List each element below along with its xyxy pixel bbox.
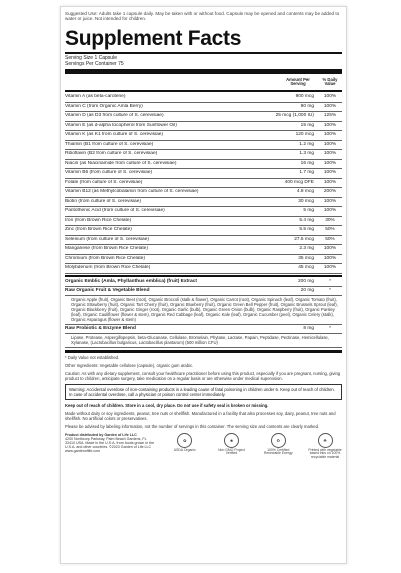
nutrient-amount: 27.5 mcg: [294, 236, 314, 242]
logo-printed: [308, 433, 342, 460]
distributor-block: [65, 433, 155, 454]
nutrient-dv: 30%: [325, 217, 335, 223]
nutrient-dv: 100%: [323, 160, 337, 166]
logo-organic-label: USDA Organic: [173, 447, 196, 452]
nutrient-name: Chromium (from Brown Rice Chelate): [65, 255, 145, 261]
header-rule: [65, 69, 342, 74]
storage-text: Keep out of reach of children. Store in a cool, dry place. Do not use if safety seal is broken or missing.: [65, 402, 269, 408]
footer-logos: [65, 433, 342, 460]
nutrient-row: [65, 188, 342, 198]
nutrient-dv: 200%: [323, 189, 337, 195]
header-bottom-rule: [65, 90, 342, 92]
nutrient-name: Molybdenum (from Brown Rice Chelate): [65, 265, 151, 271]
nutrient-dv: 100%: [323, 198, 337, 204]
emblic-name: Organic Emblic (Amla, Phyllanthus emblica) (fruit) Extract: [65, 278, 197, 284]
nutrient-name: Vitamin K (as K1 from culture of S. cerevisiae): [65, 132, 164, 138]
recycle-icon: ♻: [271, 433, 286, 448]
nutrient-amount: 1.7 mg: [299, 170, 314, 176]
nutrient-row: [65, 93, 342, 103]
nutrient-amount: 35 mcg: [298, 255, 314, 261]
nutrient-amount: 25 mcg (1,000 IU): [275, 113, 314, 119]
nutrient-name: Folate (from culture of S. cerevisiae): [65, 179, 143, 185]
nutrient-amount: 90 mg: [300, 103, 314, 109]
nutrient-dv: 100%: [323, 151, 337, 157]
nutrient-row: [65, 150, 342, 160]
leaf-icon: ❀: [224, 433, 239, 448]
nutrient-dv: 100%: [323, 122, 337, 128]
nutrient-row: [65, 226, 342, 236]
nutrient-name: Vitamin D (as D3 from culture of S. cerevisiae): [65, 113, 164, 119]
suggested-use: Suggested Use: Adults take 1 capsule daily. May be taken with or without food. Capsule may be opened and contents may be added to water or juice. Not intended for children.: [65, 11, 340, 22]
nutrient-name: Vitamin B12 (as Methylcobalamin from culture of S. cerevisiae): [65, 189, 199, 195]
nutrient-row: [65, 169, 342, 179]
nutrient-table: [65, 93, 342, 274]
nutrition-note: Please be advised by labeling information, not the number of servings in this container. The serving size and contents are clearly marked.: [65, 423, 320, 429]
nutrient-row: [65, 122, 342, 132]
nutrient-name: Thiamin (B1 from culture of S. cerevisiae): [65, 141, 154, 147]
nutrient-row: [65, 160, 342, 170]
title-rule: [65, 52, 342, 54]
logo-nongmo: [215, 433, 249, 457]
nutrient-amount: 15 mg: [300, 122, 314, 128]
nutrient-row: [65, 141, 342, 151]
dv-note: * Daily Value not established.: [65, 354, 120, 360]
address: 4200 Northcorp Parkway, Palm Beach Gardens, FL 33410 USA. Made in the U.S.A. from foods grown in the U.S.A. and other countries. ©2023 Garden of Life LLC www.gardenoflife.com: [65, 436, 155, 454]
nutrient-name: Vitamin B6 (from culture of S. cerevisiae): [65, 170, 153, 176]
nutrient-name: Niacin (as Niacinamide from culture of S. cerevisiae): [65, 160, 177, 166]
logo-renewable: [261, 433, 295, 457]
column-headers: [65, 76, 342, 89]
nutrient-row: [65, 255, 342, 265]
fruit-blend-dv: *: [329, 287, 331, 293]
nutrient-row: [65, 179, 342, 189]
nutrient-amount: 16 mg: [300, 160, 314, 166]
nutrient-name: Iron (from Brown Rice Chelate): [65, 217, 132, 223]
nutrient-name: Pantothenic Acid (from culture of S. cerevisiae): [65, 208, 165, 214]
nutrient-amount: 4.8 mcg: [296, 189, 314, 195]
nutrient-dv: 100%: [323, 265, 337, 271]
probiotic-blend-name: Raw Probiotic & Enzyme Blend: [65, 325, 136, 331]
nutrient-dv: 100%: [323, 103, 337, 109]
distributor: Product distributed by Garden of Life LLC: [65, 432, 137, 437]
iron-warning: Warning: Accidental overdose of iron-containing products is a leading cause of fatal poisoning in children under 6. Keep out of reach of children. In case of accidental overdose, call a physician or poison control center immediately.: [65, 384, 342, 400]
nutrient-dv: 100%: [323, 246, 337, 252]
nutrient-amount: 5.5 mg: [299, 227, 314, 233]
nutrient-dv: 100%: [323, 141, 337, 147]
logo-renewable-label: 100% Certified Renewable Energy: [263, 447, 293, 456]
nutrient-dv: 50%: [325, 227, 335, 233]
nutrient-amount: 5.4 mg: [299, 217, 314, 223]
nutrient-name: Vitamin A (as beta-carotene): [65, 94, 126, 100]
nutrient-bottom-rule: [65, 275, 342, 277]
nutrient-amount: 400 mcg DFE: [284, 179, 314, 185]
nutrient-name: Selenium (from culture of S. cerevisiae): [65, 236, 149, 242]
nutrient-amount: 30 mcg: [298, 198, 314, 204]
nutrient-dv: 100%: [323, 94, 337, 100]
nutrient-dv: 100%: [323, 170, 337, 176]
green-seal-icon: ✿: [177, 433, 192, 448]
nutrient-row: [65, 264, 342, 274]
nutrient-row: [65, 245, 342, 255]
nutrient-name: Biotin (from culture of S. cerevisiae): [65, 198, 141, 204]
logo-organic: [168, 433, 202, 453]
probiotic-blend-ingredients: Lipase, Protease, Aspergillopepsin, beta-Glucanase, Cellulase, Bromelain, Phytase, Lactase, Papain, Peptidase, Pectinase, Hemicellulase, Xylanase, (Lactobacillus bulgaricus, Lactobacillus plantarum) (500 million CFU): [65, 334, 342, 348]
nutrient-row: [65, 131, 342, 141]
fruit-blend-name: Raw Organic Fruit & Vegetable Blend: [65, 287, 150, 293]
caution-text: Caution: As with any dietary supplement, consult your healthcare practitioner before using this product, especially if you are pregnant, nursing, giving product to children, anticipate surgery, take medication on a regular basis or are otherwise under medical supervision.: [65, 370, 341, 381]
other-ingredients: Other Ingredients: Vegetable cellulose (capsule), organic gum arabic.: [65, 362, 194, 368]
amount-header: Amount Per Serving: [286, 76, 310, 87]
fruit-blend-row: [65, 287, 342, 296]
probiotic-blend-row: [65, 325, 342, 334]
nutrient-amount: 1.2 mg: [299, 141, 314, 147]
nutrient-row: [65, 198, 342, 208]
probiotic-blend-dv: *: [329, 325, 331, 331]
facts-bottom-rule: [65, 350, 342, 353]
nutrient-name: Vitamin C (from Organic Amla Berry): [65, 103, 143, 109]
probiotic-blend-amount: 8 mg: [303, 325, 314, 331]
nutrient-dv: 100%: [323, 255, 337, 261]
nutrient-amount: 5 mg: [303, 208, 314, 214]
nutrient-amount: 45 mcg: [298, 265, 314, 271]
nutrient-amount: 900 mcg: [295, 94, 314, 100]
nutrient-name: Manganese (from Brown Rice Chelate): [65, 246, 148, 252]
nutrient-amount: 2.3 mg: [299, 246, 314, 252]
logo-nongmo-label: Non GMO Project Verified: [218, 447, 245, 456]
nutrient-dv: 50%: [325, 236, 335, 242]
nutrient-row: [65, 207, 342, 217]
nutrient-name: Zinc (from Brown Rice Chelate): [65, 227, 132, 233]
nutrient-row: [65, 112, 342, 122]
nutrient-name: Riboflavin (B2 from culture of S. cerevisiae): [65, 151, 158, 157]
nutrient-name: Vitamin E (as d-alpha tocopherol from Sunflower Oil): [65, 122, 177, 128]
supplement-label: [60, 6, 347, 564]
emblic-amount: 200 mg: [298, 278, 314, 284]
printed-icon: ☘: [318, 433, 333, 448]
dv-header: % Daily Value: [322, 76, 338, 87]
supplement-facts-title: Supplement Facts: [65, 26, 242, 50]
nutrient-dv: 100%: [323, 132, 337, 138]
nutrient-amount: 1.3 mg: [299, 151, 314, 157]
fruit-blend-amount: 20 mg: [300, 287, 314, 293]
emblic-dv: *: [329, 278, 331, 284]
nutrient-amount: 120 mcg: [295, 132, 314, 138]
made-without-text: Made without dairy or soy ingredients, peanut, tree nuts or shellfish. Manufactured in a facility that also processes soy, dairy, peanut, tree nuts and shellfish. No artificial colors or preservatives.: [65, 410, 336, 421]
servings-per-container: Servings Per Container 75: [65, 60, 124, 67]
nutrient-dv: 100%: [323, 208, 337, 214]
emblic-row: [65, 278, 342, 287]
nutrient-row: [65, 103, 342, 113]
nutrient-row: [65, 217, 342, 227]
fruit-blend-ingredients: Organic Apple (fruit), Organic Beet (root), Organic Broccoli (stalk & flower), Organic Carrot (root), Organic Spinach (leaf), Organic Tomato (fruit), Organic Strawberry (fruit), Organic Tart Cherry (fruit), Organic Blueberry (fruit), Organic Green Bell Pepper (fruit), Organic Brussels Sprout (leaf), Organic Blackberry (fruit), Organic Ginger (root), Organic Garlic (bulb), Organic Green Onion (bulb), Organic Raspberry (fruit), Organic Parsley (leaf), Organic Cauliflower (flower & stem), Organic Red Cabbage (leaf), Organic Kale (leaf), Organic Cucumber (peel), Organic Celery (stalk), Organic Asparagus (flower & stem): [65, 296, 342, 325]
serving-size: Serving Size 1 Capsule: [65, 54, 117, 61]
logo-printed-label: Printed with vegetable based inks on 100% recyclable material: [308, 447, 342, 460]
label-content: [65, 11, 342, 460]
nutrient-dv: 125%: [323, 113, 337, 119]
nutrient-row: [65, 236, 342, 246]
nutrient-dv: 100%: [323, 179, 337, 185]
